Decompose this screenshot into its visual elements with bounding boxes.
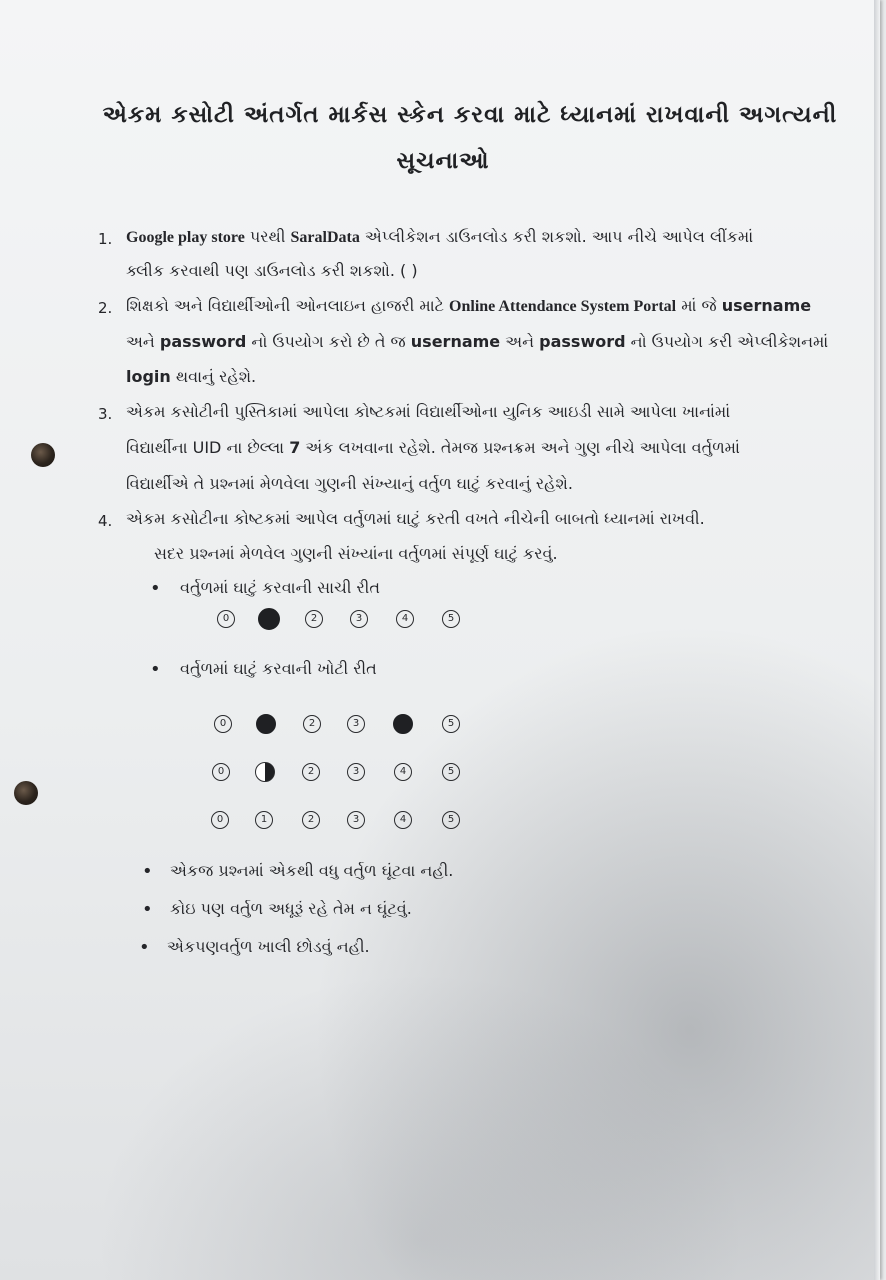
bubble-0: 0 bbox=[211, 811, 229, 829]
text-password: password bbox=[539, 332, 626, 351]
bullet-dot: • bbox=[150, 578, 161, 599]
bubble-5: 5 bbox=[442, 763, 460, 781]
bubble-1-filled bbox=[258, 608, 280, 630]
wrong-method-heading: વર્તુળમાં ઘાટું કરવાની ખોટી રીત bbox=[180, 659, 377, 678]
bubble-3: 3 bbox=[347, 811, 365, 829]
bubble-0: 0 bbox=[212, 763, 230, 781]
bullet-dot: • bbox=[142, 861, 153, 882]
item-2-line-2 bbox=[126, 332, 828, 352]
bubble-4: 4 bbox=[394, 763, 412, 781]
item-2-line-3 bbox=[126, 367, 256, 387]
bubble-1-half-filled bbox=[255, 762, 275, 782]
bubble-4-filled bbox=[393, 714, 413, 734]
bubble-3: 3 bbox=[347, 715, 365, 733]
bubble-1-filled bbox=[256, 714, 276, 734]
item-3-number: 3. bbox=[98, 405, 113, 423]
item-2-line-1 bbox=[126, 296, 811, 316]
bubble-5: 5 bbox=[442, 811, 460, 829]
text: વિદ્યાર્થીના UID ના છેલ્લા bbox=[126, 438, 290, 457]
item-1-line-2 bbox=[126, 261, 418, 281]
bubble-2: 2 bbox=[302, 811, 320, 829]
item-4-number: 4. bbox=[98, 512, 113, 530]
text: અંક લખવાના રહેશે. તેમજ પ્રશ્નક્રમ અને ગુણ નીચે આપેલા વર્તુળમાં bbox=[300, 438, 740, 457]
bullet-dot: • bbox=[139, 937, 150, 958]
title-line-1: એકમ કસોટી અંતર્ગત માર્કસ સ્કેન કરવા માટે ધ્યાનમાં રાખવાની અગત્યની bbox=[102, 102, 838, 128]
text-login: login bbox=[126, 367, 171, 386]
bubble-4: 4 bbox=[394, 811, 412, 829]
bubble-2: 2 bbox=[302, 763, 320, 781]
text-google-play-store: Google play store bbox=[126, 229, 245, 246]
text: નો ઉપયોગ કરી એપ્લીકેશનમાં bbox=[625, 332, 829, 351]
correct-method-heading: વર્તુળમાં ઘાટું કરવાની સાચી રીત bbox=[180, 578, 380, 597]
text-password: password bbox=[159, 332, 247, 351]
text: વિદ્યાર્થીએ તે પ્રશ્નમાં મેળવેલા ગુણની સંખ્યાનું વર્તુળ ઘાટું કરવાનું રહેશે. bbox=[126, 474, 573, 493]
rule-one-bubble-only: એકજ પ્રશ્નમાં એકથી વધુ વર્તુળ ઘૂંટવા નહી. bbox=[170, 861, 454, 880]
punch-hole-upper bbox=[31, 443, 55, 467]
rule-no-empty: એકપણવર્તુળ ખાલી છોડવું નહી. bbox=[167, 937, 370, 956]
item-4-line-1 bbox=[126, 509, 705, 529]
text: માં જે bbox=[676, 296, 722, 315]
bubble-4: 4 bbox=[396, 610, 414, 628]
item-1-number: 1. bbox=[98, 230, 113, 248]
text: એકમ કસોટીની પુસ્તિકામાં આપેલા કોષ્ટકમાં વિદ્યાર્થીઓના યુનિક આઇડી સામે આપેલા ખાનાંમાં bbox=[126, 402, 731, 421]
item-2-number: 2. bbox=[98, 299, 113, 317]
text-username: username bbox=[721, 296, 812, 315]
bullet-dot: • bbox=[150, 659, 161, 680]
bullet-dot: • bbox=[142, 899, 153, 920]
text: થવાનું રહેશે. bbox=[170, 367, 257, 386]
text: અને bbox=[500, 332, 540, 351]
bubble-5: 5 bbox=[442, 610, 460, 628]
sub-instruction: સદર પ્રશ્નમાં મેળવેલ ગુણની સંખ્યાંના વર્તુળમાં સંપૂર્ણ ઘાટું કરવું. bbox=[154, 544, 558, 563]
text: પરથી bbox=[244, 227, 291, 246]
text-saraldata: SaralData bbox=[290, 229, 360, 246]
page-edge bbox=[874, 0, 880, 1280]
text-seven: 7 bbox=[289, 438, 301, 457]
text: ક્લીક કરવાથી પણ ડાઉનલોડ કરી શકશો. ( ) bbox=[126, 261, 418, 280]
text: એકમ કસોટીના કોષ્ટકમાં આપેલ વર્તુળમાં ઘાટું કરતી વખતે નીચેની બાબતો ધ્યાનમાં રાખવી. bbox=[126, 509, 705, 528]
text: શિક્ષકો અને વિદ્યાર્થીઓની ઓનલાઇન હાજરી માટે bbox=[126, 296, 450, 315]
bubble-5: 5 bbox=[442, 715, 460, 733]
item-1-line-1 bbox=[126, 227, 753, 247]
bubble-0: 0 bbox=[217, 610, 235, 628]
title-line-2: સૂચનાઓ bbox=[396, 148, 490, 174]
item-3-line-2 bbox=[126, 438, 740, 458]
text-attendance-portal: Online Attendance System Portal bbox=[449, 298, 677, 315]
bubble-3: 3 bbox=[347, 763, 365, 781]
rule-no-partial-fill: કોઇ પણ વર્તુળ અધૂરૂં રહે તેમ ન ઘૂંટવું. bbox=[170, 899, 412, 918]
text: એપ્લીકેશન ડાઉનલોડ કરી શકશો. આપ નીચે આપેલ લીંકમાં bbox=[359, 227, 754, 246]
text: અને bbox=[126, 332, 160, 351]
bubble-3: 3 bbox=[350, 610, 368, 628]
punch-hole-lower bbox=[14, 781, 38, 805]
text-username: username bbox=[410, 332, 501, 351]
item-3-line-1 bbox=[126, 402, 730, 422]
bubble-0: 0 bbox=[214, 715, 232, 733]
bubble-1: 1 bbox=[255, 811, 273, 829]
item-3-line-3 bbox=[126, 474, 573, 494]
bubble-2: 2 bbox=[303, 715, 321, 733]
text: નો ઉપયોગ કરો છે તે જ bbox=[246, 332, 411, 351]
bubble-2: 2 bbox=[305, 610, 323, 628]
